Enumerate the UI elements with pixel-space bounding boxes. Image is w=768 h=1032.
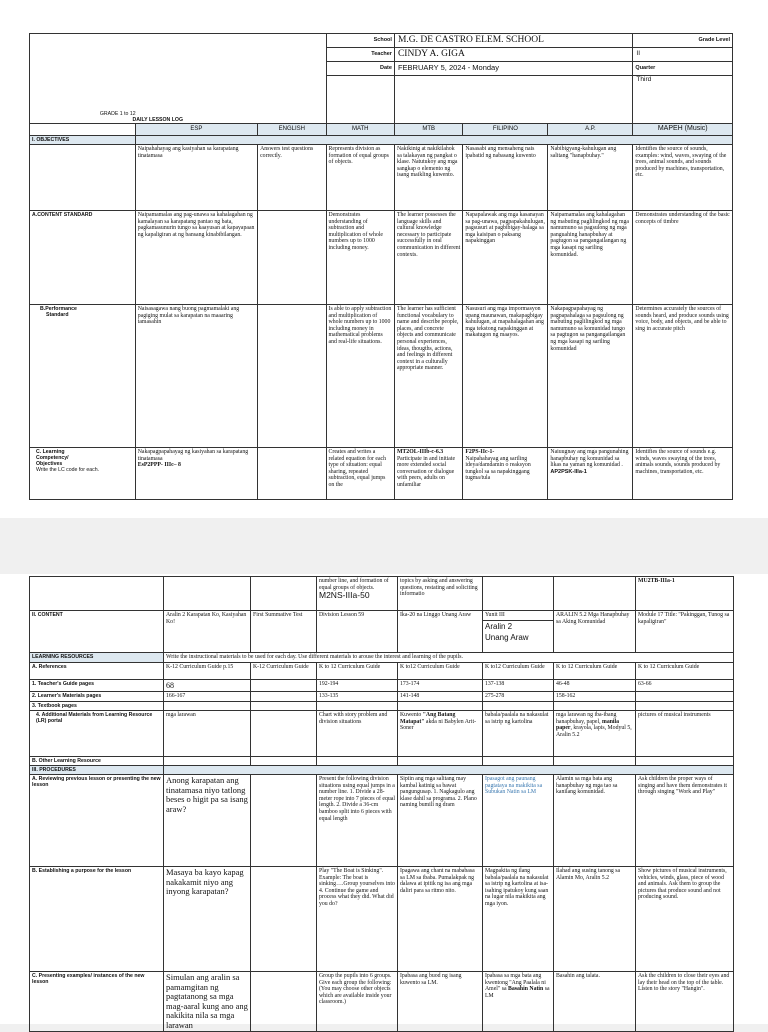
title-block: [30, 34, 327, 124]
math-code: M2NS-IIIa-50: [319, 590, 370, 601]
performance-standard-label: B.Performance Standard: [30, 305, 136, 448]
am-mtb: Kuwento "Ang Batang Matapat" akda ni Babylen Arit-Soner: [398, 711, 483, 757]
learning-resources-note: Write the instructional materials to be used for each day. Use different materials to arouse the interest and learning of the pupils.: [164, 653, 734, 663]
ps-mtb: The learner has sufficient functional vocabulary to name and describe people, places, and concrete objects and communicate personal experiences, ideas, thougths, actions, and feelings in different context in a culturally appropriate manner.: [394, 305, 462, 448]
obj-math: Represents division as formation of equal groups of objects.: [326, 145, 394, 211]
title-line1: GRADE 1 to 12: [99, 111, 136, 117]
presenting-filipino: Ipabasa sa mga bata ang kwentong "Ang Paalala ni Amel" sa Basahin Natin sa LM: [483, 972, 554, 1032]
lm-mtb: 141-148: [398, 692, 483, 702]
review-label: A. Reviewing previous lesson or presenting the new lesson: [30, 775, 164, 867]
review-mapeh: Ask children the proper ways of singing and have them demonstrates it through singing "Work and Play": [636, 775, 734, 867]
ref-ap: K to 12 Curriculum Guide: [554, 663, 636, 680]
teacher-value: CINDY A. GIGA: [394, 48, 632, 62]
obj-mtb: Nakikinig at nakikilahok sa talakayan ng pangkat o klase. Natutukoy ang mga sangkap o elemento ng isang maikling kuwento.: [394, 145, 462, 211]
am-esp: mga larawan: [164, 711, 251, 757]
review-mtb: Sipiin ang mga salitang may kambal katinig sa bawat pangungusap. 1. Nagkagulo ang klase dahil sa programa. 2. Plano naming bumili ng dram: [398, 775, 483, 867]
obj-english: Answers test questions correctly.: [258, 145, 326, 211]
review-filipino: Ipasagot ang paunang pagtataya na makikita sa Subukan Natin sa LM: [483, 775, 554, 867]
presenting-mapeh: Ask the children to close their eyes and lay their head on the top of the table. Listen to the story "Hangin".: [636, 972, 734, 1032]
lm-ap: 158-162: [554, 692, 636, 702]
content-standard-label: A.CONTENT STANDARD: [30, 211, 136, 305]
additional-materials-label: 4. Additional Materials from Learning Resource (LR) portal: [30, 711, 164, 757]
lm-english: [251, 692, 317, 702]
teacher-label: Teacher: [326, 48, 394, 62]
page-2: [0, 574, 768, 1030]
am-math: Chart with story problem and division situations: [317, 711, 398, 757]
lesson-log-table-1: [29, 33, 733, 500]
content-label: II. CONTENT: [30, 611, 164, 653]
review-english: [251, 775, 317, 867]
purpose-math: Play "The Boat is Sinking". Example: The boat is sinking….Group yourselves into 4. Continue the game and process what they did. What did you do?: [317, 867, 398, 972]
ps-esp: Naisasagawa nang buong pagmamalaki ang pagiging mulat sa karapatan na maaaring tamasahin: [135, 305, 257, 448]
tg-mtb: 173-174: [398, 680, 483, 692]
am-mapeh: pictures of musical instruments: [636, 711, 734, 757]
tg-mapeh: 63-66: [636, 680, 734, 692]
lesson-log-table-2: [29, 576, 734, 1032]
ct-english: First Summative Test: [251, 611, 317, 653]
purpose-label: B. Establishing a purpose for the lesson: [30, 867, 164, 972]
purpose-esp: Masaya ba kayo kapag nakakamit niyo ang inyong karapatan?: [164, 867, 251, 972]
lc-mapeh: Identifies the source of sounds e.g. winds, waves swaying of the trees, animals sounds, sounds produced by machines, transportation, etc.: [633, 448, 733, 500]
ref-mtb: K to12 Curriculum Guide: [398, 663, 483, 680]
ref-esp: K-12 Curriculum Guide p.15: [164, 663, 251, 680]
ct-math: Division Lesson 59: [317, 611, 398, 653]
am-filipino: babala/paalala na nakasulat sa istrip ng kartolina: [483, 711, 554, 757]
tg-math: 192-194: [317, 680, 398, 692]
quarter-label: Quarter: [633, 62, 733, 76]
quarter-value: Third: [633, 76, 733, 124]
subject-mapeh: MAPEH (Music): [633, 124, 733, 136]
presenting-english: [251, 972, 317, 1032]
school-value: M.G. DE CASTRO ELEM. SCHOOL: [394, 34, 632, 48]
ps-filipino: Nasusuri ang mga impormasyon upang maunawan, makapagbigay kahulugan, at mapahalagahan ang mga tekstong napakinggan at makatugon ng maayos.: [463, 305, 548, 448]
subject-mtb: MTB: [394, 124, 462, 136]
cs-esp: Naipamamalas ang pag-unawa sa kahalagahan ng kamalayan sa karapatang pantao ng bata, pagkamasunurin tungo sa kaayusan at kapayapaan ng kapaligiran at ng bansang kinabibilangan.: [135, 211, 257, 305]
ref-english: K-12 Curriculum Guide: [251, 663, 317, 680]
date-value: FEBRUARY 5, 2024 - Monday: [394, 62, 632, 76]
purpose-mtb: Ipagawa ang chant na mababasa sa LM sa ibaba. Pumalakpak ng dalawa at ipitik ng isa ang mga daliri para sa ritmo nito.: [398, 867, 483, 972]
tg-esp: 68: [164, 680, 251, 692]
ct-esp: Aralin 2 Karapatan Ko, Kasiyahan Ko!: [164, 611, 251, 653]
purpose-ap: Ilahad ang susing tanong sa Alamin Mo, Aralin 5.2: [554, 867, 636, 972]
tg-filipino: 137-138: [483, 680, 554, 692]
purpose-mapeh: Show pictures of musical instruments, vehicles, winds, glass, piece of wood and animals. Ask them to group the pictures that produce sound and not producing sound.: [636, 867, 734, 972]
lc-esp: Nakapagpapahayag ng kasiyahan sa karapatang tinatamasa EsP2PPP- IIIc– 8: [135, 448, 257, 500]
learning-resources-label: LEARNING RESOURCES: [30, 653, 164, 663]
learning-competency-label: C. Learning Competency/ Objectives Write the LC code for each.: [30, 448, 136, 500]
am-ap: mga larawan ng iba-ibang hanapbuhay, papel, manila paper, krayola, lapis, Modyul 5, Aralin 5.2: [554, 711, 636, 757]
textbook-label: 3. Textbook pages: [30, 702, 164, 711]
cs-ap: Naipamamalas ang kahalagahan ng mabuting paglilingkod ng mga namumuno sa pagsulong ng mga panguahing hanapbuhay at pagtugon sa pangangailangan ng mga kasapi ng sariling komunidad.: [548, 211, 633, 305]
review-esp: Anong karapatan ang tinatamasa niyo tatlong beses o higit pa sa isang araw?: [164, 775, 251, 867]
ps-ap: Nakapagpapahayag ng pagpapahalaga sa pagsulong ng mabuting paglilingkod ng mga namumuno sa komunidad tungo sa pagtugon sa pangangailangan ng mga kasapi ng sariling komunidad: [548, 305, 633, 448]
tg-english: [251, 680, 317, 692]
lm-mapeh: [636, 692, 734, 702]
lm-filipino: 275-278: [483, 692, 554, 702]
subject-ap: A.P.: [548, 124, 633, 136]
subject-math: MATH: [326, 124, 394, 136]
lc-note: Write the LC code for each.: [36, 467, 100, 473]
ps-english: [258, 305, 326, 448]
ref-math: K to 12 Curriculum Guide: [317, 663, 398, 680]
presenting-mtb: Ipabasa ang buod ng isang kuwento sa LM.: [398, 972, 483, 1032]
lc-fil-code: F2PS-IIc-1-: [465, 449, 495, 455]
obj-ap: Nabibigyang-kahulugan ang salitang "hanapbuhay.": [548, 145, 633, 211]
learners-materials-label: 2. Learner's Materials pages: [30, 692, 164, 702]
lc-mtb-code: MT2OL-IIIb-c-6.3: [396, 449, 444, 455]
lc-esp-code: EsP2PPP- IIIc– 8: [137, 462, 181, 469]
lm-esp: 166-167: [164, 692, 251, 702]
cont-mtb: topics by asking and answering questions, restating and soliciting informatio: [398, 577, 483, 611]
grade-value: II: [633, 48, 733, 62]
obj-filipino: Nasasabi ang mensaheng nais ipabatid ng nabasang kuwento: [463, 145, 548, 211]
obj-esp: Naipahahayag ang kasiyahan sa karapatang tinatamasa: [135, 145, 257, 211]
cs-mapeh: Demonstrates understanding of the basic concepts of timbre: [633, 211, 733, 305]
subject-esp: ESP: [135, 124, 257, 136]
ct-mtb: Ika-20 na Linggo Unang Araw: [398, 611, 483, 653]
lc-mtb: MT2OL-IIIb-c-6.3 Participate in and initiate more extended social conversation or dialogue with peers, adults on unfamiliar: [394, 448, 462, 500]
ref-filipino: K to12 Curriculum Guide: [483, 663, 554, 680]
presenting-label: C. Presenting examples/ instances of the new lesson: [30, 972, 164, 1032]
presenting-ap: Basahin ang talata.: [554, 972, 636, 1032]
presenting-esp: Simulan ang aralin sa pamamgitan ng pagtatanong sa mga mag-aaral kung ano ang nakikita nila sa mga larawan: [164, 972, 251, 1032]
purpose-filipino: Magpakita ng ilang babala/paalala na nakasulat sa istrip ng kartolina at isa-isahing ipatukoy kung saan na lugar nila makikita ang mga iyon.: [483, 867, 554, 972]
subject-english: ENGLISH: [258, 124, 326, 136]
references-label: A. References: [30, 663, 164, 680]
ct-filipino: Yunit III Aralin 2 Unang Araw: [483, 611, 554, 653]
procedures-label: III. PROCEDURES: [30, 766, 164, 775]
ct-mapeh: Module 17 Title: "Pakinggan, Tunog sa kapaligiran": [636, 611, 734, 653]
title-line2: DAILY LESSON LOG: [132, 117, 183, 123]
tg-ap: 46-48: [554, 680, 636, 692]
school-label: School: [326, 34, 394, 48]
obj-mapeh: Identifies the source of sounds, examples: wind, waves, swaying of the trees, animal sounds, and sounds produced by machines, transportation, etc.: [633, 145, 733, 211]
lc-english: [258, 448, 326, 500]
teachers-guide-label: 1. Teacher's Guide pages: [30, 680, 164, 692]
date-label: Date: [326, 62, 394, 76]
cont-math: number line, and formation of equal groups of objects. M2NS-IIIa-50: [317, 577, 398, 611]
presenting-math: Group the pupils into 6 groups. Give each group the following: (You may choose other objects which are available inside your classroom.): [317, 972, 398, 1032]
lc-ap-code: AP2PSK-IIIa-1: [550, 468, 587, 475]
cs-math: Demonstrates understanding of subtraction and multiplication of whole numbers up to 1000 including money.: [326, 211, 394, 305]
cont-music-code: MU2TB-IIIa-1: [636, 577, 734, 611]
other-resources-label: B. Other Learning Resource: [30, 757, 164, 766]
subject-filipino: FILIPINO: [463, 124, 548, 136]
lc-filipino: F2PS-IIc-1- Naipahahayag ang sariling ideya/damdamin o reaksyon tungkol sa sa napakinggang tugma/tula: [463, 448, 548, 500]
ref-mapeh: K to 12 Curriculum Guide: [636, 663, 734, 680]
cs-mtb: The learner possesses the language skills and cultural knowledge necessary to participate successfully in oral communication in different contexts.: [394, 211, 462, 305]
lm-math: 133-135: [317, 692, 398, 702]
objectives-label: I. OBJECTIVES: [30, 136, 136, 145]
ps-math: Is able to apply subtraction and multiplication of whole numbers up to 1000 including money in mathematical problems and real-life situations.: [326, 305, 394, 448]
am-english: [251, 711, 317, 757]
purpose-english: [251, 867, 317, 972]
grade-label: Grade Level: [633, 34, 733, 48]
lc-math: Creates and writes a related equation for each type of situation: equal sharing, repeated subtraction, equal jumps on the: [326, 448, 394, 500]
lc-ap: Naiuugnay ang mga pangunahing hanapbuhay ng komunidad sa likas na yaman ng komunidad . AP2PSK-IIIa-1: [548, 448, 633, 500]
cs-filipino: Napapalawak ang mga kasanayan sa pag-unawa, pagpapakahulugan, pagsusuri at pagbibigay-halaga sa mga kaisipan o paksang napakinggan: [463, 211, 548, 305]
review-ap: Alamin sa mga bata ang hanapbuhay ng mga tao sa kanilang komunidad.: [554, 775, 636, 867]
ct-ap: ARALIN 5.2 Mga Hanapbuhay sa Aking Komunidad: [554, 611, 636, 653]
cs-english: [258, 211, 326, 305]
review-math: Present the following division situations using equal jumps in a number line. 1. Divide a 28-meter rope into 7 pieces of equal length. 2. Divide a 36-cm bamboo split into 6 pieces with equal length: [317, 775, 398, 867]
ps-mapeh: Determines accurately the sources of sounds heard, and produce sounds using voice, body, and objects, and be able to sing in accurate pitch: [633, 305, 733, 448]
